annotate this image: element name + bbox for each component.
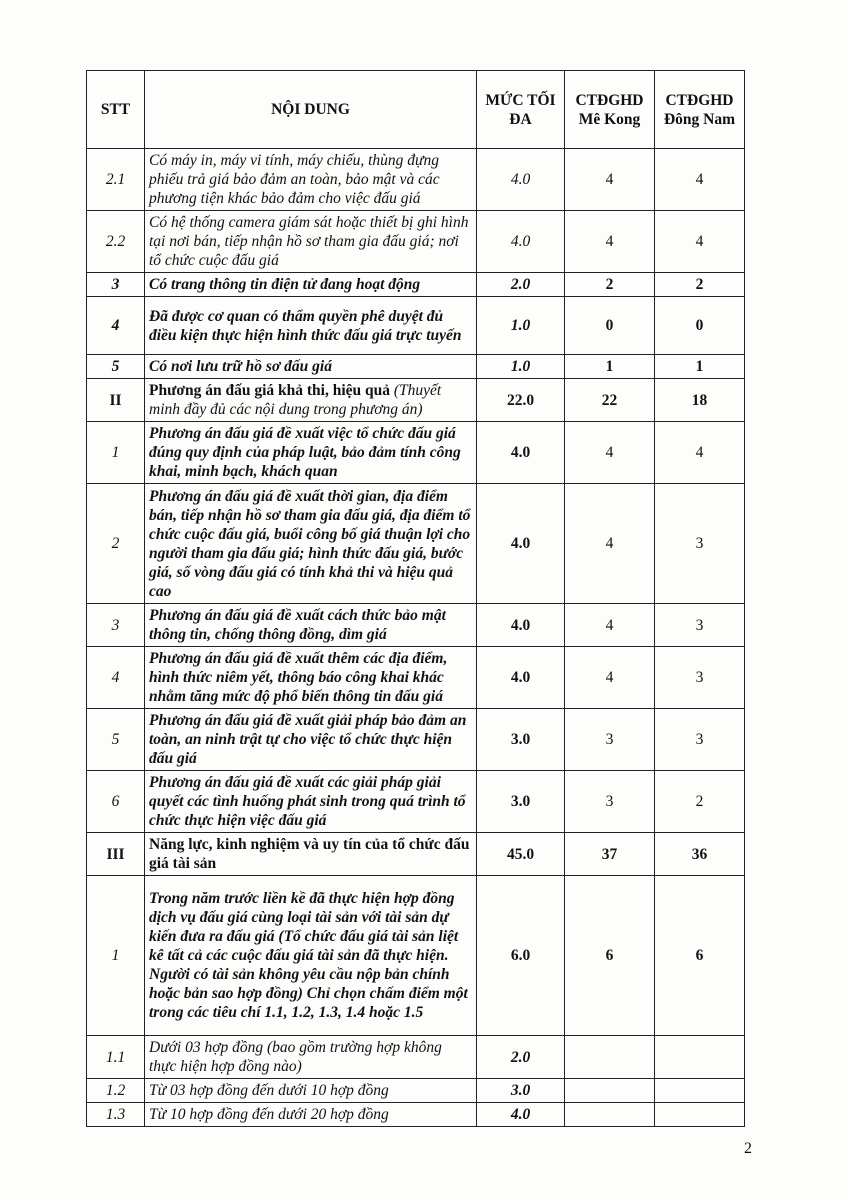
row-mekong: 4: [565, 149, 655, 211]
row-max: 4.0: [477, 422, 565, 484]
row-content: Đã được cơ quan có thẩm quyền phê duyệt đủ điều kiện thực hiện hình thức đấu giá trực tuyến: [145, 297, 477, 355]
row-stt: 1.1: [87, 1036, 145, 1079]
row-content: Có máy in, máy vi tính, máy chiếu, thùng đựng phiếu trả giá bảo đảm an toàn, bảo mật và các phương tiện khác bảo đảm cho việc đấu giá: [145, 149, 477, 211]
row-dongnam: 1: [655, 355, 745, 379]
table-row: [87, 211, 745, 273]
table-row: [87, 297, 745, 355]
row-content: Có hệ thống camera giám sát hoặc thiết bị ghi hình tại nơi bán, tiếp nhận hồ sơ tham gia đấu giá; nơi tổ chức cuộc đấu giá: [145, 211, 477, 273]
page-content: [86, 70, 744, 1127]
row-stt: III: [87, 833, 145, 876]
row-content: Phương án đấu giá đề xuất giải pháp bảo đảm an toàn, an ninh trật tự cho việc tổ chức thực hiện đấu giá: [145, 709, 477, 771]
row-mekong: 4: [565, 422, 655, 484]
row-max: 3.0: [477, 771, 565, 833]
row-dongnam: 2: [655, 273, 745, 297]
row-mekong: 4: [565, 647, 655, 709]
table-row: [87, 1036, 745, 1079]
row-content: Có trang thông tin điện tử đang hoạt động: [145, 273, 477, 297]
row-max: 2.0: [477, 273, 565, 297]
row-mekong: 4: [565, 211, 655, 273]
row-max: 1.0: [477, 355, 565, 379]
table-row: [87, 273, 745, 297]
row-max: 3.0: [477, 709, 565, 771]
row-content: Trong năm trước liền kề đã thực hiện hợp đồng dịch vụ đấu giá cùng loại tài sản với tài sản dự kiến đưa ra đấu giá (Tổ chức đấu giá tài sản liệt kê tất cả các cuộc đấu giá tài sản đã thực hiện. Người có tài sản không yêu cầu nộp bản chính hoặc bản sao hợp đồng) Chỉ chọn chấm điểm một trong các tiêu chí 1.1, 1.2, 1.3, 1.4 hoặc 1.5: [145, 876, 477, 1036]
table-row: [87, 422, 745, 484]
row-dongnam: 4: [655, 149, 745, 211]
row-stt: 1: [87, 876, 145, 1036]
row-dongnam: 4: [655, 211, 745, 273]
table-row: [87, 604, 745, 647]
row-stt: 1.2: [87, 1079, 145, 1103]
row-dongnam: 18: [655, 379, 745, 422]
row-content: Phương án đấu giá đề xuất thời gian, địa điểm bán, tiếp nhận hồ sơ tham gia đấu giá, địa điểm tổ chức cuộc đấu giá, buổi công bố giá thuận lợi cho người tham gia đấu giá; hình thức đấu giá, bước giá, số vòng đấu giá có tính khả thi và hiệu quả cao: [145, 484, 477, 604]
row-max: 45.0: [477, 833, 565, 876]
row-mekong: 3: [565, 771, 655, 833]
scoring-table: [86, 70, 745, 1127]
row-dongnam: 3: [655, 604, 745, 647]
table-row: [87, 709, 745, 771]
row-mekong: 2: [565, 273, 655, 297]
row-content: Từ 10 hợp đồng đến dưới 20 hợp đồng: [145, 1103, 477, 1127]
row-content-title: Phương án đấu giá khả thi, hiệu quả: [149, 382, 391, 399]
table-row: [87, 355, 745, 379]
row-dongnam: 0: [655, 297, 745, 355]
row-content-note: (Thuyết minh đầy đủ các nội dung trong phương án): [149, 382, 442, 418]
row-dongnam: [655, 1079, 745, 1103]
row-stt: 3: [87, 604, 145, 647]
row-stt: 1: [87, 422, 145, 484]
row-stt: 2: [87, 484, 145, 604]
row-mekong: 37: [565, 833, 655, 876]
row-stt: 2.1: [87, 149, 145, 211]
row-stt: II: [87, 379, 145, 422]
row-max: 4.0: [477, 604, 565, 647]
row-content: Phương án đấu giá đề xuất cách thức bảo mật thông tin, chống thông đồng, dìm giá: [145, 604, 477, 647]
row-mekong: [565, 1036, 655, 1079]
table-row: [87, 1103, 745, 1127]
row-stt: 2.2: [87, 211, 145, 273]
table-row: [87, 379, 745, 422]
row-stt: 6: [87, 771, 145, 833]
row-max: 1.0: [477, 297, 565, 355]
row-dongnam: 2: [655, 771, 745, 833]
row-dongnam: 3: [655, 484, 745, 604]
row-content: Năng lực, kinh nghiệm và uy tín của tổ chức đấu giá tài sản: [145, 833, 477, 876]
table-row: [87, 771, 745, 833]
row-mekong: 22: [565, 379, 655, 422]
row-mekong: 4: [565, 484, 655, 604]
row-mekong: 4: [565, 604, 655, 647]
table-row: [87, 876, 745, 1036]
row-content: Dưới 03 hợp đồng (bao gồm trường hợp không thực hiện hợp đồng nào): [145, 1036, 477, 1079]
table-row: [87, 484, 745, 604]
row-dongnam: [655, 1036, 745, 1079]
row-content: Có nơi lưu trữ hồ sơ đấu giá: [145, 355, 477, 379]
row-max: 4.0: [477, 211, 565, 273]
header-dongnam: CTĐGHD Đông Nam: [655, 71, 745, 149]
row-max: 4.0: [477, 149, 565, 211]
header-stt: STT: [87, 71, 145, 149]
row-content: [145, 379, 477, 422]
row-stt: 5: [87, 355, 145, 379]
row-content: Phương án đấu giá đề xuất việc tổ chức đấu giá đúng quy định của pháp luật, bảo đảm tính công khai, minh bạch, khách quan: [145, 422, 477, 484]
row-mekong: 0: [565, 297, 655, 355]
row-content: Từ 03 hợp đồng đến dưới 10 hợp đồng: [145, 1079, 477, 1103]
row-max: 4.0: [477, 647, 565, 709]
row-mekong: [565, 1079, 655, 1103]
row-max: 3.0: [477, 1079, 565, 1103]
row-stt: 1.3: [87, 1103, 145, 1127]
row-dongnam: [655, 1103, 745, 1127]
row-dongnam: 36: [655, 833, 745, 876]
table-row: [87, 1079, 745, 1103]
page-number: 2: [744, 1140, 752, 1157]
row-dongnam: 6: [655, 876, 745, 1036]
row-mekong: 6: [565, 876, 655, 1036]
row-max: 22.0: [477, 379, 565, 422]
table-row: [87, 149, 745, 211]
row-stt: 4: [87, 647, 145, 709]
table-row: [87, 647, 745, 709]
row-stt: 4: [87, 297, 145, 355]
row-dongnam: 3: [655, 647, 745, 709]
row-mekong: 3: [565, 709, 655, 771]
row-mekong: 1: [565, 355, 655, 379]
row-max: 2.0: [477, 1036, 565, 1079]
row-dongnam: 4: [655, 422, 745, 484]
table-row: [87, 833, 745, 876]
row-content: Phương án đấu giá đề xuất thêm các địa điểm, hình thức niêm yết, thông báo công khai khác nhằm tăng mức độ phổ biến thông tin đấu giá: [145, 647, 477, 709]
header-max-score: MỨC TỐI ĐA: [477, 71, 565, 149]
row-max: 6.0: [477, 876, 565, 1036]
row-content: Phương án đấu giá đề xuất các giải pháp giải quyết các tình huống phát sinh trong quá trình tổ chức thực hiện việc đấu giá: [145, 771, 477, 833]
header-content: NỘI DUNG: [145, 71, 477, 149]
table-header-row: [87, 71, 745, 149]
row-max: 4.0: [477, 1103, 565, 1127]
row-stt: 3: [87, 273, 145, 297]
row-stt: 5: [87, 709, 145, 771]
row-mekong: [565, 1103, 655, 1127]
header-mekong: CTĐGHD Mê Kong: [565, 71, 655, 149]
row-dongnam: 3: [655, 709, 745, 771]
row-max: 4.0: [477, 484, 565, 604]
